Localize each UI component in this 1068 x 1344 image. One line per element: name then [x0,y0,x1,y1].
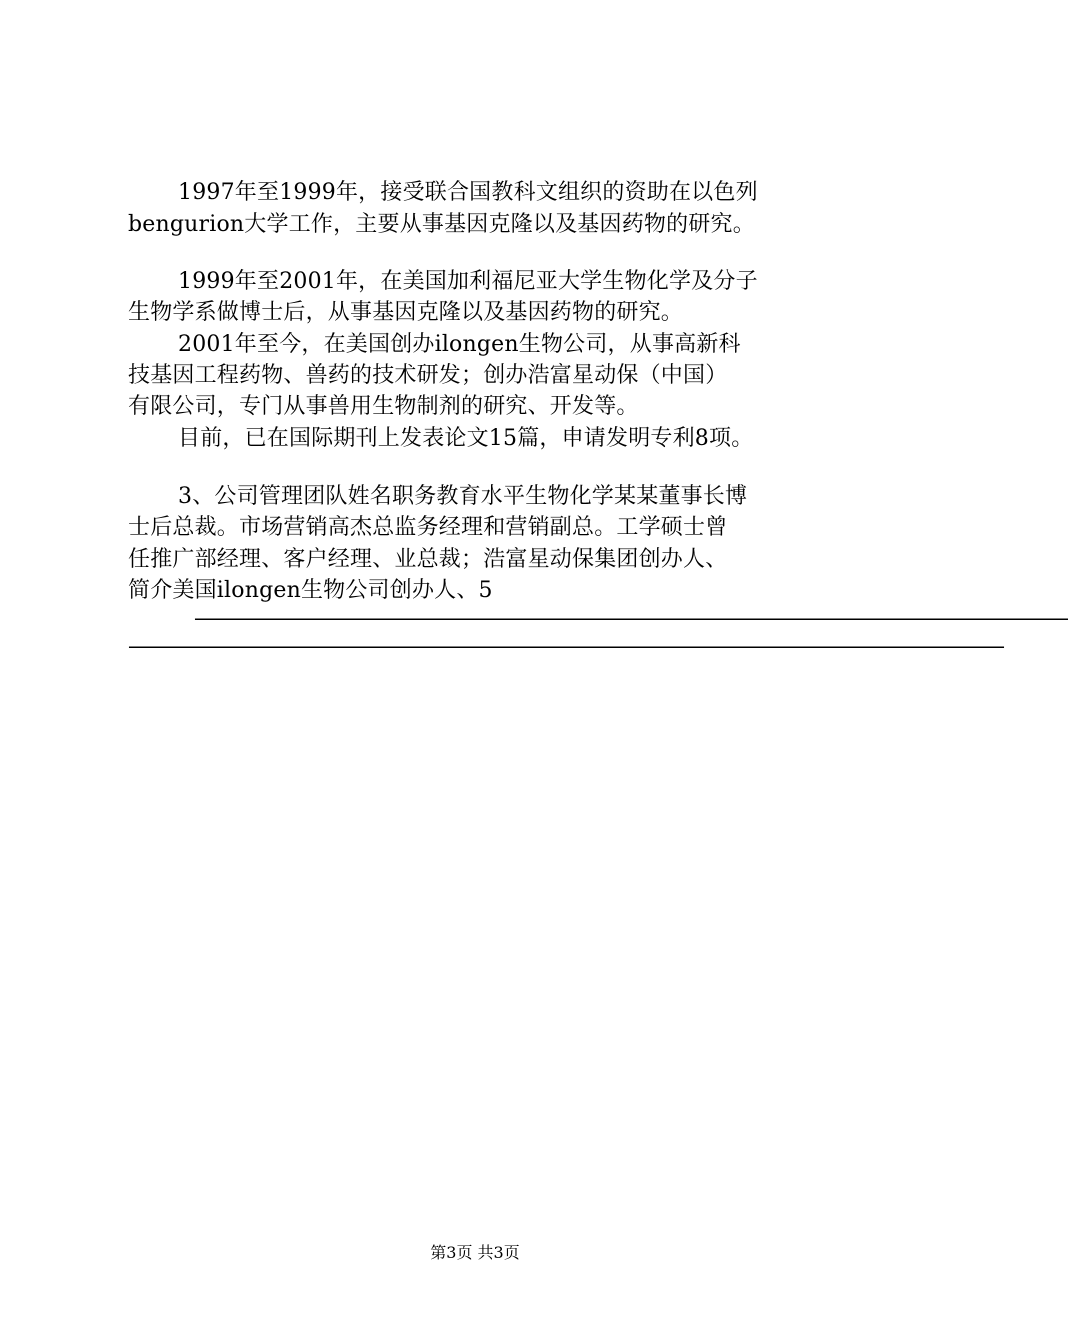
paragraph-5-line-2: 士后总裁。市场营销高杰总监务经理和营销副总。工学硕士曾 [128,515,728,540]
paragraph-5-line-3: 任推广部经理、客户经理、业总裁；浩富星动保集团创办人、 [128,547,728,572]
separator-line-2: —————————————————————————————————————————————— [128,634,1002,659]
paragraph-4-line-1: 目前，已在国际期刊上发表论文15篇，申请发明专利8项。 [178,426,754,451]
paragraph-3-line-2: 技基因工程药物、兽药的技术研发；创办浩富星动保（中国） [128,363,728,388]
paragraph-2-line-2: 生物学系做博士后，从事基因克隆以及基因药物的研究。 [128,300,684,325]
paragraph-3-line-3: 有限公司，专门从事兽用生物制剂的研究、开发等。 [128,394,639,419]
paragraph-3-line-1: 2001年至今，在美国创办ilongen生物公司，从事高新科 [178,332,741,357]
paragraph-5-line-4: 简介美国ilongen生物公司创办人、5 [128,578,493,603]
page-footer: 第3页 共3页 [430,1243,520,1262]
paragraph-1-line-2: bengurion大学工作，主要从事基因克隆以及基因药物的研究。 [128,212,755,237]
separator-line-1: —————————————————————————————————————————————— [194,606,1068,631]
paragraph-5-line-1: 3、公司管理团队姓名职务教育水平生物化学某某董事长博 [178,484,748,509]
paragraph-1-line-1: 1997年至1999年，接受联合国教科文组织的资助在以色列 [178,180,758,205]
paragraph-2-line-1: 1999年至2001年，在美国加利福尼亚大学生物化学及分子 [178,269,758,294]
